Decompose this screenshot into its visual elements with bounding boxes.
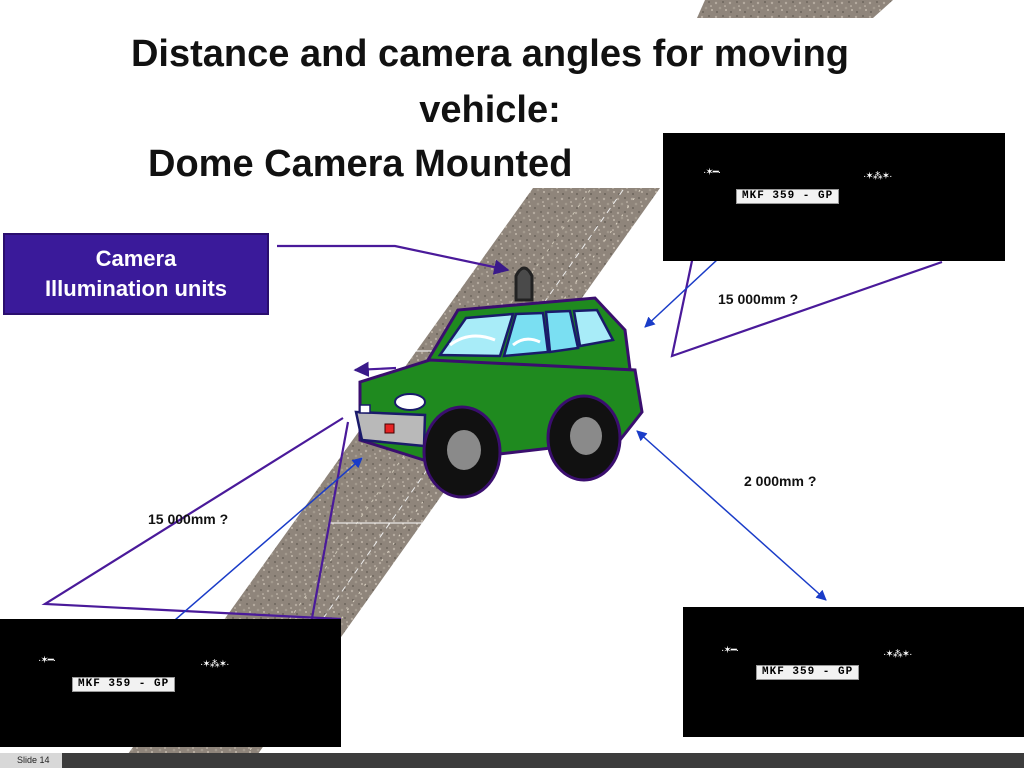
license-plate: MKF 359 - GP [756,665,859,680]
plate-capture-top-right [663,133,1005,261]
headlight-glare: ·✶⁂✶· [200,659,229,670]
callout-line-1: Camera [95,246,177,271]
callout-line-2: Illumination units [44,276,228,301]
distance-label-right: 2 000mm ? [744,473,817,489]
slide-title-line-2: vehicle: [419,89,561,131]
headlight-glare: ·✶━· [38,655,56,666]
license-plate: MKF 359 - GP [72,677,175,692]
slide-title-line-1: Distance and camera angles for moving [130,33,849,75]
distance-label-left: 15 000mm ? [148,511,229,527]
plate-capture-bottom-right [683,607,1024,737]
camera-illumination-callout [3,233,269,315]
plate-capture-bottom-left [0,619,341,747]
slide-subtitle: Dome Camera Mounted [148,143,573,185]
right-distance-arrow [637,431,826,600]
license-plate: MKF 359 - GP [736,189,839,204]
slide-footer [0,753,1024,768]
distance-label-upper-right: 15 000mm ? [718,291,799,307]
dome-camera-icon [516,268,532,300]
headlight-glare: ·✶⁂✶· [863,171,892,182]
headlight-glare: ·✶⁂✶· [883,649,912,660]
slide-number: Slide 14 [0,753,62,768]
headlight-glare: ·✶━· [703,167,721,178]
headlight-glare: ·✶━· [721,645,739,656]
